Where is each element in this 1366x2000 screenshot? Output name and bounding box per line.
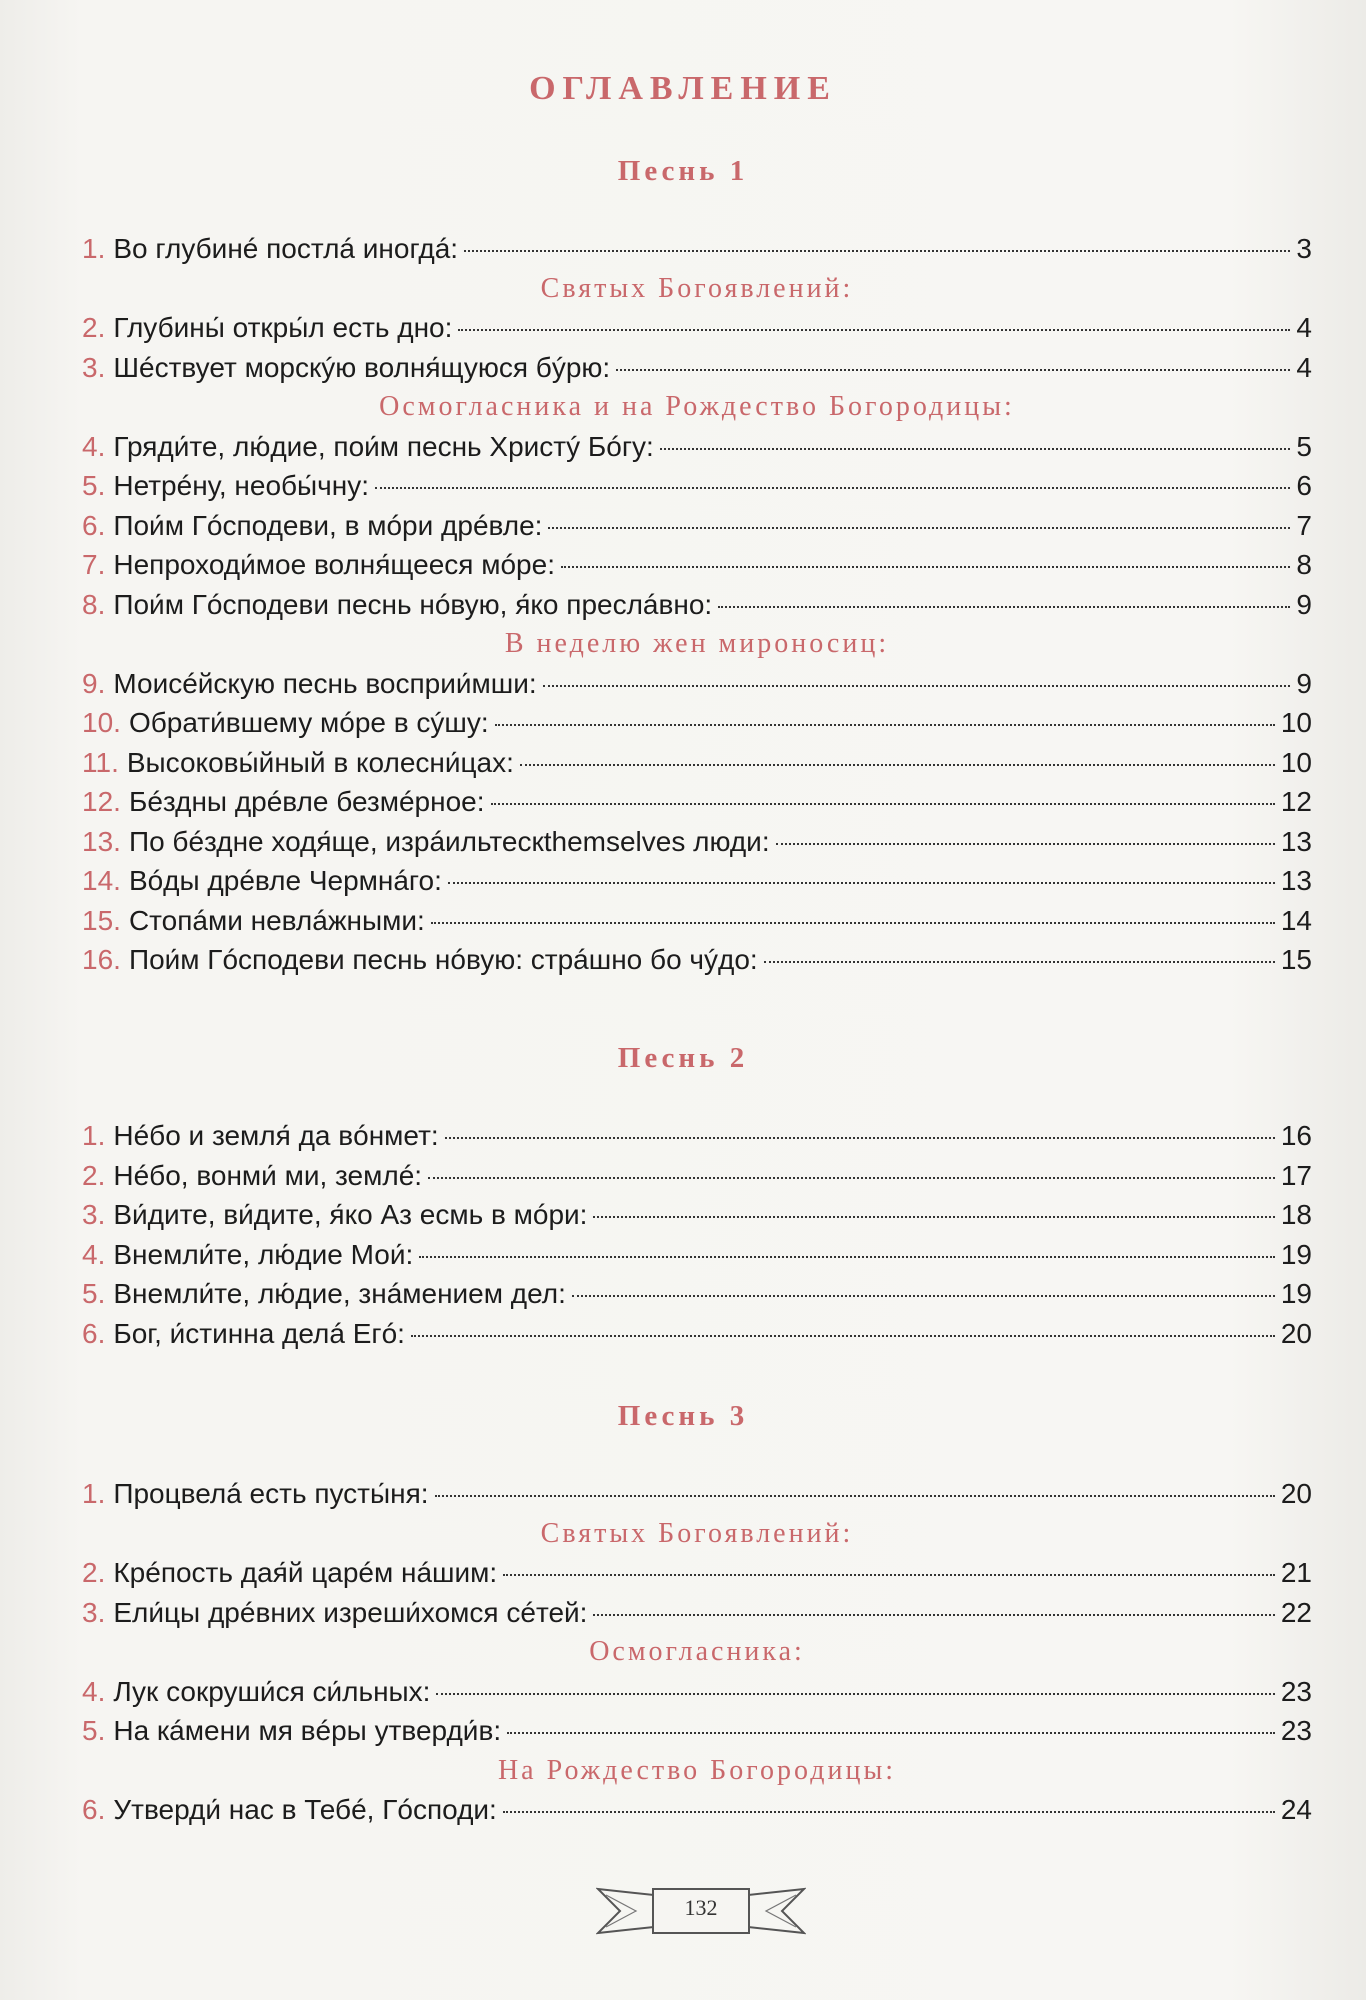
- dot-leader: [435, 1495, 1275, 1497]
- dot-leader: [464, 250, 1290, 252]
- entry-number: 12.: [82, 786, 121, 817]
- entry-page: 8: [1296, 549, 1312, 580]
- entry-page: 19: [1280, 1238, 1312, 1270]
- toc-entry[interactable]: [82, 1160, 1312, 1196]
- entry-title: Внемли́те, лю́дие, знáмением дел:: [113, 1278, 566, 1309]
- entry-title: На кáмени мя вéры утверди́в:: [113, 1715, 502, 1746]
- entry-page: 22: [1280, 1596, 1312, 1628]
- toc-entry[interactable]: [82, 1199, 1312, 1235]
- dot-leader: [491, 803, 1275, 805]
- entry-number: 5.: [82, 1715, 106, 1746]
- entry-title: Крéпость дая́й царéм нáшим:: [113, 1557, 498, 1588]
- entry-title: Непроходи́мое волня́щееся мóре:: [113, 549, 555, 580]
- entry-page: 10: [1280, 746, 1312, 778]
- toc-entry[interactable]: [82, 1715, 1312, 1751]
- entry-title: Вóды дрéвле Чермнáго:: [128, 865, 442, 896]
- entry-title: Высоковы́йный в колесни́цах:: [126, 746, 514, 778]
- toc-entry[interactable]: [82, 1318, 1312, 1354]
- song-heading: Песнь 3: [617, 1400, 749, 1432]
- dot-leader: [520, 764, 1275, 766]
- entry-title: Лук сокруши́ся си́льных:: [113, 1675, 431, 1707]
- dot-leader: [448, 882, 1275, 884]
- entry-title: Во глубинé постлá иногдá:: [113, 233, 459, 264]
- entry-title: Утверди́ нас в Тебé, Гóсподи:: [113, 1794, 497, 1825]
- entry-number: 13.: [82, 825, 121, 857]
- entry-number: 5.: [82, 1278, 106, 1309]
- entry-number: 5.: [82, 470, 106, 501]
- dot-leader: [458, 329, 1290, 331]
- entry-number: 1.: [82, 1120, 106, 1151]
- dot-leader: [428, 1177, 1275, 1179]
- entry-title: Пои́м Гóсподеви песнь нóвую, я́ко преслáвно:: [113, 588, 713, 620]
- toc-entry[interactable]: [82, 1239, 1312, 1275]
- toc-entry[interactable]: [82, 668, 1312, 704]
- entry-number: 4.: [82, 430, 106, 462]
- section-subheading: Святых Богоявлений:: [540, 1517, 854, 1549]
- toc-entry[interactable]: [82, 549, 1312, 585]
- entry-number: 2.: [82, 1159, 106, 1191]
- toc-entry[interactable]: [82, 786, 1312, 822]
- entry-title: Бог, и́стинна делá Егó:: [113, 1317, 405, 1349]
- entry-title: Нéбо, вонми́ ми, землé:: [113, 1159, 423, 1191]
- entry-page: 13: [1280, 825, 1312, 857]
- entry-title: Пои́м Гóсподеви, в мóри дрéвле:: [113, 509, 543, 541]
- toc-entry[interactable]: [82, 707, 1312, 743]
- entry-number: 6.: [82, 509, 106, 541]
- entry-number: 3.: [82, 351, 106, 383]
- dot-leader: [445, 1137, 1275, 1139]
- page-number: 132: [684, 1895, 718, 1920]
- toc-entry[interactable]: [82, 431, 1312, 467]
- entry-number: 2.: [82, 312, 106, 343]
- entry-title: Ели́цы дрéвних изреши́хомся сéтей:: [113, 1596, 588, 1628]
- entry-page: 7: [1296, 509, 1312, 541]
- toc-entry[interactable]: [82, 510, 1312, 546]
- entry-page: 3: [1296, 233, 1312, 264]
- toc-entry[interactable]: [82, 589, 1312, 625]
- dot-leader: [548, 527, 1290, 529]
- entry-page: 21: [1280, 1557, 1312, 1588]
- toc-entry[interactable]: [82, 312, 1312, 348]
- entry-page: 10: [1280, 707, 1312, 738]
- dot-leader: [660, 448, 1291, 450]
- entry-number: 15.: [82, 904, 121, 936]
- entry-page: 5: [1296, 430, 1312, 462]
- entry-page: 15: [1280, 944, 1312, 975]
- dot-leader: [593, 1216, 1274, 1218]
- entry-page: 13: [1280, 865, 1312, 896]
- dot-leader: [495, 724, 1275, 726]
- dot-leader: [764, 961, 1275, 963]
- toc-entry[interactable]: [82, 1120, 1312, 1156]
- dot-leader: [543, 685, 1291, 687]
- toc-entry[interactable]: [82, 352, 1312, 388]
- entry-number: 16.: [82, 944, 121, 975]
- entry-page: 14: [1280, 904, 1312, 936]
- entry-page: 24: [1280, 1794, 1312, 1825]
- section-subheading: Осмогласника:: [589, 1636, 805, 1667]
- dot-leader: [718, 606, 1290, 608]
- entry-page: 20: [1280, 1478, 1312, 1509]
- toc-entry[interactable]: [82, 826, 1312, 862]
- section-subheading: Святых Богоявлений:: [540, 272, 854, 304]
- dot-leader: [507, 1732, 1275, 1734]
- entry-number: 4.: [82, 1675, 106, 1707]
- entry-title: Шéствует морскýю волня́щуюся бýрю:: [113, 351, 611, 383]
- entry-number: 2.: [82, 1557, 106, 1588]
- entry-number: 4.: [82, 1238, 106, 1270]
- toc-entry[interactable]: [82, 944, 1312, 980]
- toc-entry[interactable]: [82, 747, 1312, 783]
- toc-entry[interactable]: [82, 1676, 1312, 1712]
- entry-title: Глубины́ откры́л есть дно:: [113, 312, 453, 343]
- entry-title: Ви́дите, ви́дите, я́ко Аз есмь в мóри:: [113, 1199, 588, 1230]
- dot-leader: [561, 566, 1290, 568]
- toc-entry[interactable]: [82, 1278, 1312, 1314]
- dot-leader: [436, 1693, 1274, 1695]
- toc-entry[interactable]: [82, 470, 1312, 506]
- entry-page: 23: [1280, 1675, 1312, 1707]
- dot-leader: [776, 843, 1275, 845]
- entry-number: 6.: [82, 1794, 106, 1825]
- toc-entry[interactable]: [82, 1478, 1312, 1514]
- dot-leader: [503, 1574, 1275, 1576]
- entry-page: 6: [1296, 470, 1312, 501]
- entry-number: 1.: [82, 233, 106, 264]
- toc-entry[interactable]: [82, 905, 1312, 941]
- section-subheading: В неделю жен мироносиц:: [504, 628, 890, 659]
- toc-entry[interactable]: [82, 233, 1312, 269]
- dot-leader: [616, 369, 1290, 371]
- dot-leader: [431, 922, 1275, 924]
- entry-title: Обрати́вшему мóре в сýшу:: [128, 707, 489, 738]
- entry-title: Внемли́те, лю́дие Мои́:: [113, 1238, 414, 1270]
- entry-page: 23: [1280, 1715, 1312, 1746]
- song-heading: Песнь 2: [617, 1042, 749, 1074]
- dot-leader: [503, 1811, 1275, 1813]
- entry-page: 20: [1280, 1317, 1312, 1349]
- entry-page: 9: [1296, 588, 1312, 620]
- entry-page: 19: [1280, 1278, 1312, 1309]
- entry-page: 4: [1296, 312, 1312, 343]
- toc-entry[interactable]: [82, 1557, 1312, 1593]
- entry-page: 9: [1296, 667, 1312, 699]
- entry-page: 12: [1280, 786, 1312, 817]
- dot-leader: [375, 487, 1290, 489]
- entry-page: 16: [1280, 1120, 1312, 1151]
- toc-entry[interactable]: [82, 1597, 1312, 1633]
- song-heading: Песнь 1: [617, 155, 749, 187]
- entry-number: 3.: [82, 1199, 106, 1230]
- entry-title: Моисéйскую песнь восприи́мши:: [113, 667, 537, 699]
- entry-title: Нéбо и земля́ да вóнмет:: [113, 1120, 439, 1151]
- dot-leader: [593, 1614, 1274, 1616]
- entry-number: 3.: [82, 1596, 106, 1628]
- entry-title: Бéздны дрéвле безмéрное:: [128, 786, 485, 817]
- entry-number: 1.: [82, 1478, 106, 1509]
- entry-page: 17: [1280, 1159, 1312, 1191]
- entry-number: 11.: [82, 746, 119, 778]
- entry-page: 4: [1296, 351, 1312, 383]
- entry-page: 18: [1280, 1199, 1312, 1230]
- entry-title: Процвелá есть пусты́ня:: [113, 1478, 429, 1509]
- entry-title: Нетрéну, необы́чну:: [113, 470, 370, 501]
- section-subheading: Осмогласника и на Рождество Богородицы:: [379, 391, 1015, 422]
- toc-entry[interactable]: [82, 865, 1312, 901]
- toc-entry[interactable]: [82, 1794, 1312, 1830]
- entry-number: 6.: [82, 1317, 106, 1349]
- section-subheading: На Рождество Богородицы:: [497, 1754, 897, 1786]
- entry-title: Стопáми невлáжными:: [128, 904, 425, 936]
- dot-leader: [572, 1295, 1275, 1297]
- toc-title: ОГЛАВЛЕНИЕ: [529, 70, 837, 107]
- entry-title: Гряди́те, лю́дие, пои́м песнь Христý Бóгу:: [113, 430, 654, 462]
- entry-title: Пои́м Гóсподеви песнь нóвую: стрáшно бо чýдо:: [128, 944, 758, 975]
- dot-leader: [419, 1256, 1275, 1258]
- entry-number: 7.: [82, 549, 106, 580]
- entry-number: 14.: [82, 865, 121, 896]
- entry-number: 8.: [82, 588, 106, 620]
- dot-leader: [411, 1335, 1275, 1337]
- entry-number: 10.: [82, 707, 121, 738]
- entry-number: 9.: [82, 667, 106, 699]
- entry-title: По бéздне ходя́ще, изрáильтескthemselves люди:: [128, 825, 770, 857]
